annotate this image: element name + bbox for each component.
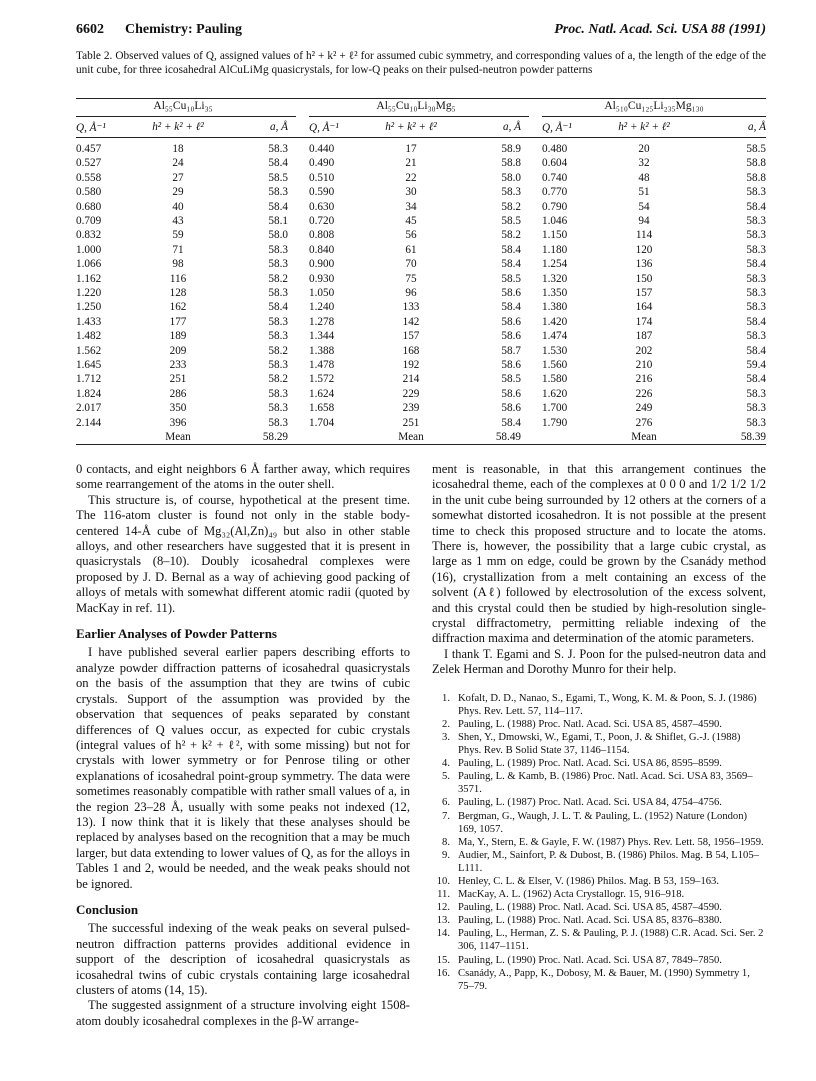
- table-cell: 61: [405, 243, 417, 256]
- table-cell: 58.3: [268, 186, 288, 199]
- table-cell: 286: [169, 387, 187, 400]
- table-cell: 216: [635, 373, 653, 386]
- reference-text: Pauling, L. & Kamb, B. (1986) Proc. Natl. Acad. Sci. USA 83, 3569–3571.: [458, 771, 753, 796]
- table-cell: 58.4: [501, 416, 521, 429]
- table-cell: 58.6: [501, 315, 521, 328]
- table-cell: 58.6: [501, 359, 521, 371]
- table-cell: 58.3: [746, 387, 766, 400]
- table-cell: 58.3: [746, 229, 766, 242]
- table-cell: 2.017: [76, 402, 102, 415]
- table-cell: 210: [635, 359, 653, 371]
- mean-label: Mean: [631, 431, 657, 443]
- table-cell: 20: [638, 143, 650, 155]
- table-cell: 17: [405, 143, 417, 155]
- table-cell: 58.4: [746, 373, 766, 386]
- table-cell: 58.2: [268, 373, 288, 386]
- section-title: Chemistry: Pauling: [125, 22, 243, 37]
- reference-item: [432, 796, 766, 809]
- table-cell: 1.530: [542, 344, 568, 357]
- table-cell: 1.658: [309, 402, 335, 415]
- mean-label: Mean: [165, 431, 191, 443]
- table-cell: 1.066: [76, 258, 102, 271]
- reference-text: Pauling, L. (1989) Proc. Natl. Acad. Sci. USA 86, 8595–8599.: [458, 758, 722, 770]
- table-cell: 58.3: [268, 416, 288, 429]
- reference-item: [432, 927, 766, 953]
- table-cell: 0.709: [76, 215, 102, 227]
- group-underline-3: [542, 116, 766, 117]
- table-cell: 58.4: [501, 301, 521, 314]
- reference-list: [432, 692, 766, 993]
- table-cell: 1.790: [542, 416, 568, 429]
- table-cell: 58.3: [268, 315, 288, 328]
- reference-number: 12.: [436, 902, 450, 914]
- table-cell: 58.3: [268, 287, 288, 299]
- table-cell: 120: [635, 243, 653, 256]
- table-cell: 58.3: [268, 402, 288, 415]
- paragraph: I have published several earlier papers describing efforts to analyze powder diffraction patterns of icosahedral quasicrystals on the basis of the assumption that they are twins of cubic crystals. Support of the assumption was provided by the observation that sequences of peaks separated by constant differences of Q values occur, as expected for cubic crystals (integral values of h² + k² + ℓ², with some missing) but not for crystals with lower symmetry or for Penrose tiling or other explanations of icosahedral point-group symmetry. The data were sometimes reasonably compatible with rather small values of a, in the region 23–28 Å, usually with some peaks not indexed (12, 13). I now think that it is likely that these analyses should be replaced by analyses based on the recognition that a may be much larger, but data extending to lower values of Q, as for the alloys in Tables 1 and 2, would be needed, and the weak peaks should not be ignored.: [76, 645, 410, 891]
- table-cell: 0.720: [309, 215, 335, 227]
- table-cell: 58.3: [746, 287, 766, 299]
- table-cell: 1.562: [76, 344, 102, 357]
- table-cell: 58.3: [268, 143, 288, 155]
- table-cell: 58.4: [746, 344, 766, 357]
- reference-item: [432, 692, 766, 718]
- table-cell: 128: [169, 287, 187, 299]
- table-cell: 229: [402, 387, 420, 400]
- table-cell: 0.832: [76, 229, 102, 242]
- table-cell: 1.162: [76, 272, 102, 285]
- reference-text: Pauling, L., Herman, Z. S. & Pauling, P. J. (1988) C.R. Acad. Sci. Ser. 2 306, 1147–1151.: [458, 928, 764, 953]
- table-cell: 59.4: [746, 359, 766, 371]
- reference-number: 3.: [442, 731, 450, 743]
- reference-text: Pauling, L. (1988) Proc. Natl. Acad. Sci. USA 85, 8376–8380.: [458, 915, 722, 927]
- reference-text: Pauling, L. (1987) Proc. Natl. Acad. Sci. USA 84, 4754–4756.: [458, 797, 722, 809]
- table-cell: 214: [402, 373, 420, 386]
- table-cell: 58.2: [268, 272, 288, 285]
- table-cell: 21: [405, 157, 417, 170]
- table-cell: 58.3: [268, 359, 288, 371]
- column-header: a, Å: [502, 121, 521, 133]
- table-cell: 58.6: [501, 330, 521, 343]
- reference-item: [432, 731, 766, 757]
- table-cell: 136: [635, 258, 653, 271]
- table-cell: 1.046: [542, 215, 568, 227]
- table-cell: 177: [169, 315, 187, 328]
- table-cell: 202: [635, 344, 653, 357]
- table-cell: 51: [638, 186, 650, 199]
- table-cell: 1.350: [542, 287, 568, 299]
- table-cell: 0.790: [542, 200, 568, 213]
- reference-item: [432, 757, 766, 770]
- table-cell: 58.5: [501, 215, 521, 227]
- reference-text: Kofalt, D. D., Nanao, S., Egami, T., Wong, K. M. & Poon, S. J. (1986) Phys. Rev. Lett. 57, 114–117.: [458, 692, 757, 717]
- table-cell: 58.3: [746, 416, 766, 429]
- table-cell: 58.2: [268, 344, 288, 357]
- table-cell: 58.2: [501, 229, 521, 242]
- table-cell: 1.278: [309, 315, 335, 328]
- reference-item: [432, 836, 766, 849]
- reference-item: [432, 810, 766, 836]
- table-cell: 0.604: [542, 157, 568, 170]
- table-cell: 58.3: [746, 243, 766, 256]
- table-cell: 58.3: [268, 258, 288, 271]
- section-heading: Earlier Analyses of Powder Patterns: [76, 626, 277, 642]
- table-cell: 1.620: [542, 387, 568, 400]
- table-cell: 0.590: [309, 186, 335, 199]
- group-header-3: Al₅₁₀Cu₁₂₅Li₂₃₅Mg₁₃₀: [604, 100, 704, 112]
- table-cell: 58.5: [268, 171, 288, 184]
- table-cell: 58.3: [746, 272, 766, 285]
- table-cell: 24: [172, 157, 184, 170]
- table-cell: 58.7: [501, 344, 521, 357]
- paragraph: 0 contacts, and eight neighbors 6 Å farther away, which requires some rearrangement of the atoms in the outer shell.: [76, 462, 410, 492]
- table-cell: 1.180: [542, 243, 568, 256]
- table-cell: 0.630: [309, 200, 335, 213]
- reference-text: MacKay, A. L. (1962) Acta Crystallogr. 15, 916–918.: [458, 889, 685, 901]
- table-cell: 98: [172, 258, 184, 271]
- column-header: a, Å: [269, 121, 288, 133]
- left-column: [76, 462, 410, 1029]
- reference-number: 11.: [437, 889, 450, 901]
- reference-item: [432, 967, 766, 993]
- header-bottom-rule: [76, 137, 766, 138]
- column-header: h² + k² + ℓ²: [618, 121, 670, 133]
- table-cell: 58.5: [501, 373, 521, 386]
- mean-label: Mean: [398, 431, 424, 443]
- table-cell: 192: [402, 359, 420, 371]
- reference-text: Pauling, L. (1990) Proc. Natl. Acad. Sci. USA 87, 7849–7850.: [458, 954, 722, 966]
- reference-item: [432, 954, 766, 967]
- reference-text: Pauling, L. (1988) Proc. Natl. Acad. Sci. USA 85, 4587–4590.: [458, 902, 722, 914]
- table-cell: 58.8: [746, 171, 766, 184]
- table-cell: 1.433: [76, 315, 102, 328]
- mean-value: 58.39: [740, 431, 766, 443]
- table-cell: 0.527: [76, 157, 102, 170]
- table-cell: 1.572: [309, 373, 335, 386]
- table-cell: 58.4: [501, 243, 521, 256]
- reference-item: [432, 770, 766, 796]
- paragraph: This structure is, of course, hypothetical at the present time. The 116-atom cluster is found not only in the stable body-centered 14-Å cube of Mg₃₂(Al,Zn)₄₉ but also in other stable alloys, and other researchers have suggested that it is present in quasicrystals (8–10). Doubly icosahedral complexes were proposed by J. D. Bernal as a way of achieving good packing of alloys of metals with somewhat different atomic radii (quoted by MacKay in ref. 11).: [76, 492, 410, 615]
- table-cell: 75: [405, 272, 417, 285]
- table-cell: 0.510: [309, 171, 335, 184]
- mean-value: 58.49: [495, 431, 521, 443]
- table-cell: 187: [635, 330, 653, 343]
- table-cell: 1.712: [76, 373, 102, 386]
- table-cell: 133: [402, 301, 420, 314]
- table-cell: 0.740: [542, 171, 568, 184]
- table-cell: 0.440: [309, 143, 335, 155]
- table-cell: 58.8: [501, 157, 521, 170]
- table-cell: 34: [405, 200, 417, 213]
- table-cell: 58.5: [501, 272, 521, 285]
- group-header-2: Al₅₅Cu₁₀Li₃₀Mg₅: [376, 100, 456, 112]
- column-header: Q, Å⁻¹: [542, 122, 572, 134]
- table-cell: 1.580: [542, 373, 568, 386]
- reference-number: 6.: [442, 797, 450, 809]
- section-heading: Conclusion: [76, 901, 139, 917]
- table-cell: 251: [169, 373, 187, 386]
- table-cell: 58.1: [268, 215, 288, 227]
- reference-number: 15.: [436, 954, 450, 966]
- table-cell: 226: [635, 387, 653, 400]
- table-cell: 162: [169, 301, 187, 314]
- reference-number: 16.: [436, 967, 450, 979]
- table-cell: 45: [405, 215, 417, 227]
- reference-number: 8.: [442, 836, 450, 848]
- column-header: Q, Å⁻¹: [309, 122, 339, 134]
- table-cell: 1.478: [309, 359, 335, 371]
- table-cell: 0.580: [76, 186, 102, 199]
- reference-item: [432, 914, 766, 927]
- journal-citation: Proc. Natl. Acad. Sci. USA 88 (1991): [554, 22, 766, 37]
- table-cell: 1.645: [76, 359, 102, 371]
- reference-text: Pauling, L. (1988) Proc. Natl. Acad. Sci. USA 85, 4587–4590.: [458, 718, 722, 730]
- table-cell: 1.220: [76, 287, 102, 299]
- table-cell: 58.8: [746, 157, 766, 170]
- reference-number: 9.: [442, 849, 450, 861]
- table-cell: 1.250: [76, 301, 102, 314]
- column-header: Q, Å⁻¹: [76, 122, 106, 134]
- table-cell: 157: [402, 330, 420, 343]
- table-cell: 251: [402, 416, 420, 429]
- table-cell: 27: [172, 171, 184, 184]
- reference-item: [432, 875, 766, 888]
- table-cell: 209: [169, 344, 187, 357]
- table-cell: 58.6: [501, 402, 521, 415]
- table-cell: 29: [172, 186, 184, 199]
- reference-text: Audier, M., Sainfort, P. & Dubost, B. (1986) Philos. Mag. B 54, L105–L111.: [458, 849, 759, 874]
- table-cell: 71: [172, 243, 184, 256]
- table-cell: 249: [635, 402, 653, 415]
- table-cell: 58.4: [746, 258, 766, 271]
- table-cell: 58.4: [268, 157, 288, 170]
- table-cell: 58.6: [501, 287, 521, 299]
- reference-number: 5.: [442, 771, 450, 783]
- reference-number: 4.: [442, 758, 450, 770]
- page-number: 6602: [76, 22, 104, 37]
- table-cell: 396: [169, 416, 187, 429]
- table-cell: 1.320: [542, 272, 568, 285]
- table-cell: 0.770: [542, 186, 568, 199]
- table-cell: 58.3: [268, 243, 288, 256]
- table-cell: 1.388: [309, 344, 335, 357]
- reference-item: [432, 718, 766, 731]
- reference-item: [432, 849, 766, 875]
- table-cell: 116: [169, 272, 187, 285]
- table-cell: 1.624: [309, 387, 335, 400]
- group-underline-2: [309, 116, 529, 117]
- table-cell: 350: [169, 402, 187, 415]
- table-cell: 56: [405, 229, 417, 242]
- table-cell: 1.150: [542, 229, 568, 242]
- table-cell: 0.900: [309, 258, 335, 271]
- table-cell: 1.482: [76, 330, 102, 343]
- table-caption: Table 2. Observed values of Q, assigned values of h² + k² + ℓ² for assumed cubic symmetry, and corresponding values of a, the length of the edge of the unit cube, for three icosahedral AlCuLiMg quasicrystals, for low-Q peaks on their pulsed-neutron powder patterns: [76, 50, 766, 76]
- table-cell: 58.4: [501, 258, 521, 271]
- reference-item: [432, 901, 766, 914]
- reference-number: 1.: [442, 692, 450, 704]
- table-cell: 1.560: [542, 359, 568, 371]
- table-cell: 2.144: [76, 416, 102, 429]
- table-cell: 1.050: [309, 287, 335, 299]
- table-cell: 30: [405, 186, 417, 199]
- table-cell: 0.680: [76, 200, 102, 213]
- paragraph: The suggested assignment of a structure involving eight 1508-atom doubly icosahedral complexes in the β-W arrange-: [76, 998, 410, 1028]
- reference-number: 2.: [442, 718, 450, 730]
- reference-item: [432, 888, 766, 901]
- table-cell: 40: [172, 200, 184, 213]
- table-cell: 48: [638, 171, 650, 184]
- table-cell: 58.3: [746, 215, 766, 227]
- paragraph: The successful indexing of the weak peaks on several pulsed-neutron diffraction patterns provides additional evidence in support of the description of icosahedral quasicrystals as icosahedral twins of cubic crystals containing large icosahedral clusters of atoms (14, 15).: [76, 921, 410, 997]
- table-cell: 1.700: [542, 402, 568, 415]
- reference-text: Bergman, G., Waugh, J. L. T. & Pauling, L. (1952) Nature (London) 169, 1057.: [458, 810, 748, 835]
- table-cell: 54: [638, 200, 650, 213]
- table-cell: 168: [402, 344, 420, 357]
- right-column: [432, 462, 766, 993]
- table-cell: 1.474: [542, 330, 568, 343]
- table-cell: 58.3: [501, 186, 521, 199]
- reference-text: Ma, Y., Stern, E. & Gayle, F. W. (1987) Phys. Rev. Lett. 58, 1956–1959.: [458, 836, 764, 848]
- table-cell: 70: [405, 258, 417, 271]
- table-cell: 58.0: [268, 229, 288, 242]
- table-cell: 0.457: [76, 143, 102, 155]
- table-cell: 174: [635, 315, 653, 328]
- reference-number: 10.: [436, 876, 450, 887]
- table-cell: 157: [635, 287, 653, 299]
- table-cell: 96: [405, 287, 417, 299]
- paragraph: ment is reasonable, in that this arrangement continues the icosahedral theme, each of the complexes at 0 0 0 and 1/2 1/2 1/2 in the unit cube being surrounded by 12 others at the corners of a somewhat distorted icosahedron. It is not possible at the present time to check this proposed structure and to locate the atoms. There is, however, the possibility that a large cubic crystal, as large as 1 mm on edge, could be grown by the Csanády method (16), crystallization from a melt containing an excess of the solvent (Aℓ) followed by electrosolution of the excess solvent, and this crystal could then be studied by high-resolution single-crystal diffractometry, permitting reliable indexing of the diffraction maxima and determination of the atomic parameters.: [432, 462, 766, 646]
- table-cell: 1.240: [309, 301, 335, 314]
- table-cell: 164: [635, 301, 653, 314]
- table-cell: 59: [172, 229, 184, 242]
- table-cell: 94: [638, 215, 650, 227]
- table-cell: 58.3: [746, 186, 766, 199]
- table-cell: 1.704: [309, 416, 335, 429]
- group-underline-1: [76, 116, 296, 117]
- table-cell: 0.558: [76, 171, 102, 184]
- table-cell: 58.3: [268, 330, 288, 343]
- table-cell: 58.3: [746, 402, 766, 415]
- table-cell: 58.6: [501, 387, 521, 400]
- reference-text: Shen, Y., Dmowski, W., Egami, T., Poon, J. & Shiflet, G.-J. (1988) Phys. Rev. B Solid State 37, 1146–1154.: [458, 731, 741, 757]
- column-header: h² + k² + ℓ²: [152, 121, 204, 133]
- data-table: [76, 98, 766, 448]
- table-cell: 58.5: [746, 143, 766, 155]
- acknowledgment: I thank T. Egami and S. J. Poon for the pulsed-neutron data and Zelek Herman and Dorothy Munro for their help.: [432, 646, 766, 677]
- table-cell: 58.0: [501, 171, 521, 184]
- table-top-rule: [76, 98, 766, 99]
- table-cell: 0.840: [309, 243, 335, 256]
- table-cell: 233: [169, 359, 187, 371]
- table-cell: 239: [402, 402, 420, 415]
- reference-number: 7.: [442, 810, 450, 822]
- table-cell: 58.2: [501, 200, 521, 213]
- table-cell: 0.480: [542, 143, 568, 155]
- table-cell: 1.380: [542, 301, 568, 314]
- reference-number: 13.: [436, 915, 450, 927]
- group-header-1: Al₅₅Cu₁₀Li₃₅: [153, 100, 213, 112]
- table-cell: 58.4: [268, 301, 288, 314]
- table-cell: 58.4: [746, 200, 766, 213]
- reference-text: Henley, C. L. & Elser, V. (1986) Philos. Mag. B 53, 159–163.: [458, 876, 719, 887]
- table-cell: 58.4: [268, 200, 288, 213]
- table-cell: 58.4: [746, 315, 766, 328]
- table-cell: 58.9: [501, 143, 521, 155]
- table-cell: 58.3: [268, 387, 288, 400]
- table-cell: 22: [405, 171, 417, 184]
- table-cell: 0.930: [309, 272, 335, 285]
- running-header: [76, 22, 766, 42]
- table-cell: 276: [635, 416, 653, 429]
- table-cell: 150: [635, 272, 653, 285]
- table-cell: 1.254: [542, 258, 568, 271]
- table-cell: 0.490: [309, 157, 335, 170]
- column-header: h² + k² + ℓ²: [385, 121, 437, 133]
- table-cell: 0.808: [309, 229, 335, 242]
- table-cell: 1.000: [76, 243, 102, 256]
- table-cell: 1.344: [309, 330, 335, 343]
- table-cell: 1.420: [542, 315, 568, 328]
- table-cell: 189: [169, 330, 187, 343]
- mean-value: 58.29: [262, 431, 288, 443]
- table-cell: 1.824: [76, 387, 102, 400]
- table-bottom-rule: [76, 444, 766, 445]
- table-cell: 43: [172, 215, 184, 227]
- table-cell: 142: [402, 315, 420, 328]
- column-header: a, Å: [747, 121, 766, 133]
- table-cell: 18: [172, 143, 184, 155]
- reference-number: 14.: [436, 928, 450, 940]
- table-cell: 114: [635, 229, 653, 242]
- table-cell: 32: [638, 157, 650, 170]
- table-cell: 58.3: [746, 330, 766, 343]
- reference-text: Csanády, A., Papp, K., Dobosy, M. & Bauer, M. (1990) Symmetry 1, 75–79.: [458, 967, 750, 992]
- table-cell: 58.3: [746, 301, 766, 314]
